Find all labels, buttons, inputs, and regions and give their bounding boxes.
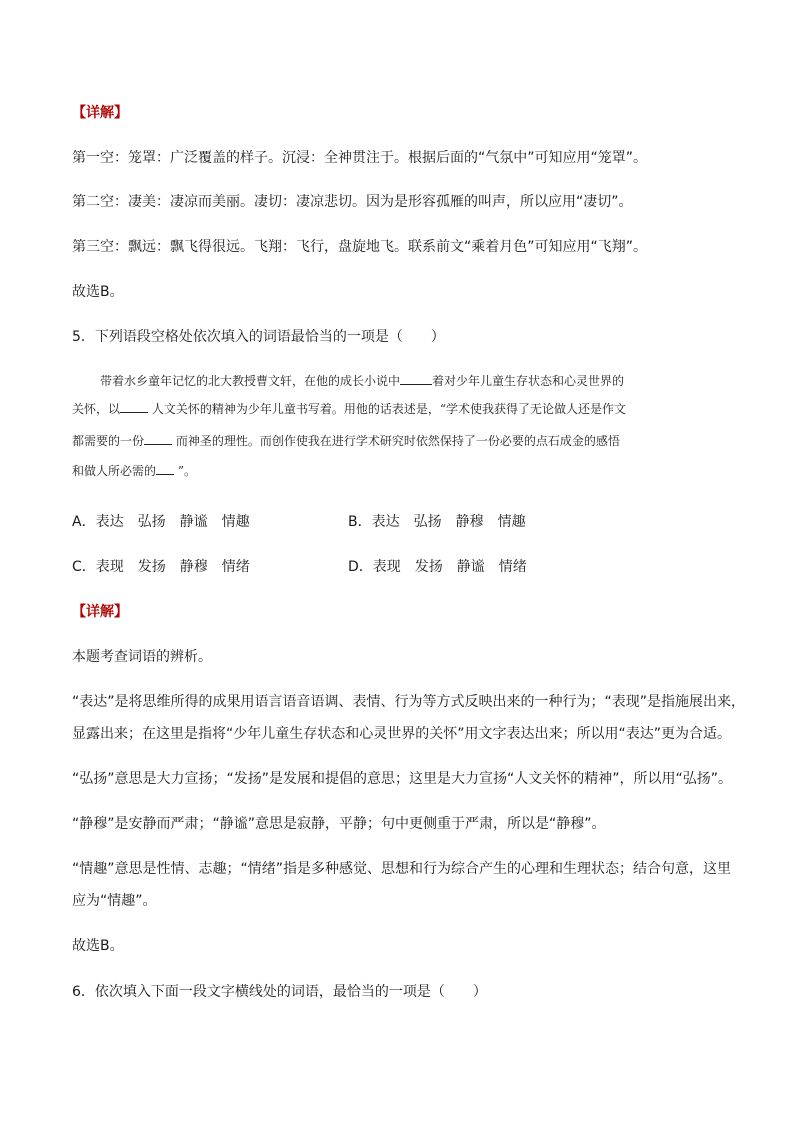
- option-word: 静谧: [456, 559, 485, 575]
- option-word: 静谧: [179, 514, 208, 530]
- option-letter: A．: [72, 514, 96, 530]
- detail-heading: 【详解】: [72, 105, 128, 121]
- explanation-line: “弘扬”意思是大力宣扬；“发扬”是发展和提倡的意思；这里是大力宣扬“人文关怀的精神”，所以用“弘扬”。: [72, 771, 733, 787]
- question-prompt: 6．依次填入下面一段文字横线处的词语，最恰当的一项是（ ）: [72, 984, 487, 1000]
- explanation-line: 第二空：凄美：凄凉而美丽。凄切：凄凉悲切。因为是形容孤雁的叫声，所以应用“凄切”。: [72, 194, 633, 210]
- option-word: 表达: [95, 514, 124, 530]
- option-word: 弘扬: [137, 514, 166, 530]
- passage-line: [72, 430, 722, 452]
- option-word: 情绪: [221, 559, 250, 575]
- option-word: 情趣: [497, 514, 526, 530]
- question-prompt: 5．下列语段空格处依次填入的词语最恰当的一项是（ ）: [72, 329, 445, 345]
- option-a[interactable]: [72, 512, 264, 532]
- option-word: 静穆: [455, 514, 484, 530]
- option-letter: D．: [348, 559, 373, 575]
- option-word: 静穆: [179, 559, 208, 575]
- passage-text: 而神圣的理性。而创作使我在进行学术研究时依然保持了一份必要的点石成金的感悟: [172, 434, 620, 448]
- explanation-line: “情趣”意思是性情、志趣；“情绪”指是多种感觉、思想和行为综合产生的心理和生理状态；结合句意，这里: [72, 861, 732, 877]
- fill-blank: [156, 462, 174, 475]
- option-word: 情绪: [498, 559, 527, 575]
- explanation-intro: 本题考查词语的辨析。: [72, 649, 212, 665]
- option-word: 发扬: [137, 559, 166, 575]
- passage-text: 关怀，以: [72, 402, 121, 416]
- option-letter: B．: [348, 514, 372, 530]
- passage-text: 着对少年儿童生存状态和心灵世界的: [432, 374, 625, 388]
- passage-text: ”。: [174, 464, 196, 478]
- explanation-line: “静穆”是安静而严肃；“静谧”意思是寂静，平静；句中更侧重于严肃，所以是“静穆”。: [72, 816, 606, 832]
- option-word: 表现: [95, 559, 124, 575]
- explanation-line: 第一空：笼罩：广泛覆盖的样子。沉浸：全神贯注于。根据后面的“气氛中”可知应用“笼罩”。: [72, 150, 648, 166]
- fill-blank: [400, 372, 432, 385]
- answer-line: 故选B。: [72, 284, 124, 300]
- passage-text: 人文关怀的精神为少年儿童书写着。用他的话表述是，“学术使我获得了无论做人还是作文: [148, 402, 626, 416]
- option-d[interactable]: [348, 557, 541, 577]
- explanation-line: 第三空：飘远：飘飞得很远。飞翔：飞行，盘旋地飞。联系前文“乘着月色”可知应用“飞翔”。: [72, 239, 648, 255]
- answer-line: 故选B。: [72, 938, 124, 954]
- fill-blank: [144, 432, 172, 445]
- explanation-line: “表达”是将思维所得的成果用语言语音语调、表情、行为等方式反映出来的一种行为；“表现”是指施展出来，: [72, 694, 746, 710]
- option-word: 弘扬: [413, 514, 442, 530]
- passage-text: 都需要的一份: [72, 434, 145, 448]
- passage-line: [72, 460, 722, 482]
- passage-text: 带着水乡童年记忆的北大教授曹文轩，在他的成长小说中: [100, 374, 401, 388]
- explanation-line: 应为“情趣”。: [72, 893, 157, 909]
- option-letter: C．: [72, 559, 96, 575]
- explanation-line: 显露出来；在这里是指将“少年儿童生存状态和心灵世界的关怀”用文字表达出来；所以用“表达”更为合适。: [72, 726, 732, 742]
- option-word: 情趣: [221, 514, 250, 530]
- option-c[interactable]: [72, 557, 264, 577]
- option-word: 发扬: [414, 559, 443, 575]
- option-word: 表达: [371, 514, 400, 530]
- passage-line: [72, 398, 722, 420]
- passage-text: 和做人所必需的: [72, 464, 157, 478]
- detail-heading: 【详解】: [72, 604, 128, 620]
- option-b[interactable]: [348, 512, 540, 532]
- passage-line: [100, 370, 750, 392]
- fill-blank: [120, 400, 148, 413]
- option-word: 表现: [372, 559, 401, 575]
